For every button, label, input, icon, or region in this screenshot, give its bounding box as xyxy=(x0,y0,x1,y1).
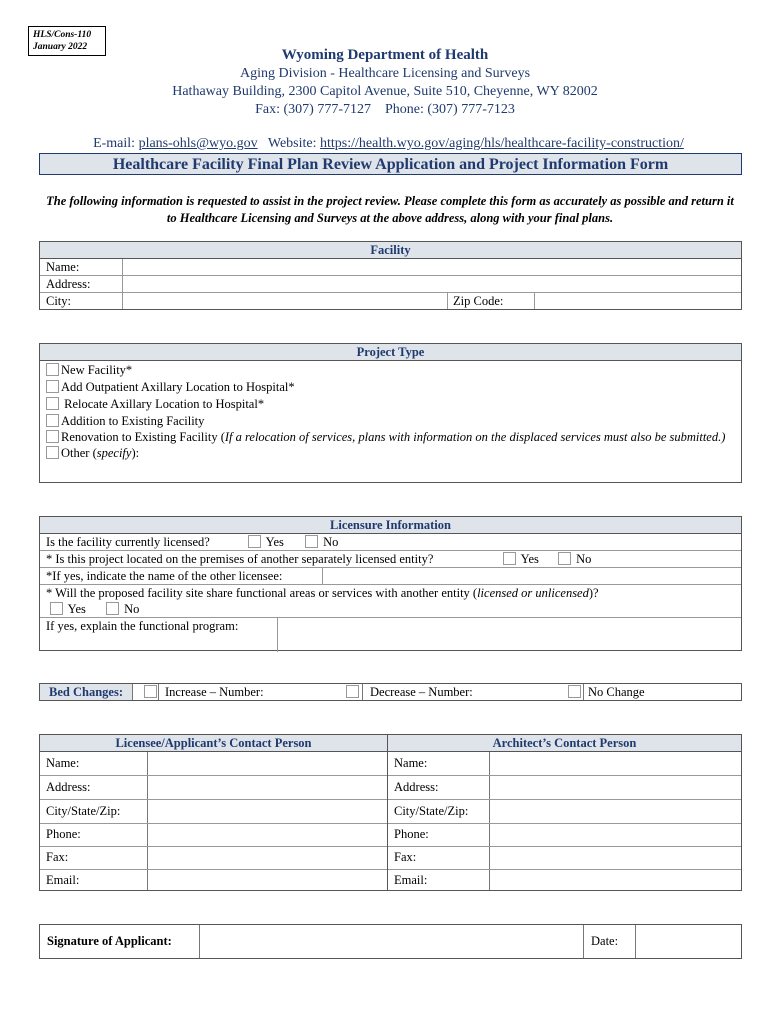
other-licensee-row: *If yes, indicate the name of the other licensee: xyxy=(40,568,741,585)
checkbox[interactable] xyxy=(46,430,59,443)
architect-heading: Architect’s Contact Person xyxy=(388,735,741,752)
email-link[interactable]: plans-ohls@wyo.gov xyxy=(138,136,258,151)
contact-line xyxy=(0,120,770,152)
applicant-address-row: Address: xyxy=(40,776,387,800)
applicant-phone-row: Phone: xyxy=(40,823,387,847)
website-label: Website: xyxy=(267,136,321,151)
no-change-label: No Change xyxy=(588,685,645,699)
bed-changes-label: Bed Changes: xyxy=(40,684,133,700)
project-type-heading: Project Type xyxy=(40,344,741,361)
project-type-relocate: Relocate Axillary Location to Hospital* xyxy=(40,396,741,413)
facility-address-field[interactable] xyxy=(122,276,741,292)
date-field[interactable] xyxy=(636,925,741,958)
checkbox[interactable] xyxy=(106,602,119,615)
zip-label: Zip Code: xyxy=(453,294,504,308)
facility-section xyxy=(39,241,742,310)
facility-heading: Facility xyxy=(40,242,741,259)
facility-name-label: Name: xyxy=(46,260,80,274)
licensure-section xyxy=(39,516,742,651)
checkbox[interactable] xyxy=(558,552,571,565)
architect-phone-row: Phone: xyxy=(388,823,741,847)
checkbox[interactable] xyxy=(305,535,318,548)
intro-text: The following information is requested to assist in the project review. Please complete this form as accurately as possible and return it to Healthcare Licensing and Surveys at the above address, along with your final plans. xyxy=(46,194,734,225)
licensed-row: Is the facility currently licensed? Yes No xyxy=(40,534,741,551)
checkbox[interactable] xyxy=(503,552,516,565)
checkbox[interactable] xyxy=(50,602,63,615)
architect-city-row: City/State/Zip: xyxy=(388,800,741,824)
facility-city-label: City: xyxy=(46,294,72,308)
applicant-city-row: City/State/Zip: xyxy=(40,800,387,824)
licensure-heading: Licensure Information xyxy=(40,517,741,534)
other-licensee-field[interactable] xyxy=(322,568,741,584)
checkbox[interactable] xyxy=(248,535,261,548)
checkbox[interactable] xyxy=(346,685,359,698)
premises-row: * Is this project located on the premises of another separately licensed entity? Yes No xyxy=(40,551,741,568)
architect-name-row: Name: xyxy=(388,752,741,776)
shared-areas-row: * Will the proposed facility site share functional areas or services with another entity (licensed or unlicensed)? Yes No xyxy=(40,585,741,618)
contacts-section xyxy=(39,734,742,891)
increase-label: Increase – Number: xyxy=(165,685,264,699)
zip-label-cell xyxy=(447,293,535,309)
checkbox[interactable] xyxy=(46,397,59,410)
org-name: Wyoming Department of Health xyxy=(281,47,489,63)
applicant-name-row: Name: xyxy=(40,752,387,776)
checkbox[interactable] xyxy=(46,363,59,376)
checkbox[interactable] xyxy=(568,685,581,698)
decrease-label: Decrease – Number: xyxy=(370,685,473,699)
checkbox[interactable] xyxy=(46,380,59,393)
architect-email-row: Email: xyxy=(394,873,428,887)
facility-address-row xyxy=(40,276,741,293)
org-address: Hathaway Building, 2300 Capitol Avenue, Suite 510, Cheyenne, WY 82002 xyxy=(172,84,598,99)
renovation-note: If a relocation of services, plans with information on the displaced services must also be submitted.) xyxy=(224,430,726,444)
facility-city-row xyxy=(40,293,741,309)
applicant-heading: Licensee/Applicant’s Contact Person xyxy=(40,735,388,752)
architect-address-row: Address: xyxy=(388,776,741,800)
project-type-new: New Facility* xyxy=(40,362,741,379)
applicant-fax-row: Fax: xyxy=(40,846,387,870)
facility-city-field[interactable] xyxy=(122,293,448,309)
checkbox[interactable] xyxy=(144,685,157,698)
functional-program-field[interactable] xyxy=(277,618,741,652)
fax-phone: Fax: (307) 777-7127 Phone: (307) 777-7123 xyxy=(255,102,515,117)
functional-program-row: If yes, explain the functional program: xyxy=(40,618,741,652)
signature-field[interactable] xyxy=(200,925,583,958)
architect-fax-row: Fax: xyxy=(388,846,741,870)
form-code: HLS/Cons-110 xyxy=(33,30,92,40)
signature-label: Signature of Applicant: xyxy=(47,934,172,948)
project-type-add-outpatient: Add Outpatient Axillary Location to Hospital* xyxy=(40,379,741,396)
form-title: Healthcare Facility Final Plan Review Application and Project Information Form xyxy=(39,153,742,175)
website-link[interactable]: https://health.wyo.gov/aging/hls/healthcare-facility-construction/ xyxy=(320,136,684,151)
checkbox[interactable] xyxy=(46,446,59,459)
project-type-addition: Addition to Existing Facility xyxy=(40,413,741,430)
project-type-section xyxy=(39,343,742,483)
date-label: Date: xyxy=(591,934,619,948)
form-date: January 2022 xyxy=(33,42,88,52)
checkbox[interactable] xyxy=(46,414,59,427)
signature-row xyxy=(39,924,742,959)
project-type-renovation: Renovation to Existing Facility (If a relocation of services, plans with information on the displaced services must also be submitted.) xyxy=(40,430,741,445)
facility-name-row xyxy=(40,259,741,276)
facility-name-field[interactable] xyxy=(122,259,741,275)
bed-changes-row xyxy=(39,683,742,701)
facility-address-label: Address: xyxy=(46,277,91,291)
email-label: E-mail: xyxy=(93,136,139,151)
project-type-other: Other (specify): xyxy=(40,445,741,462)
applicant-email-row: Email: xyxy=(46,873,80,887)
zip-field[interactable] xyxy=(534,293,741,309)
division-name: Aging Division - Healthcare Licensing and Surveys xyxy=(239,66,531,81)
